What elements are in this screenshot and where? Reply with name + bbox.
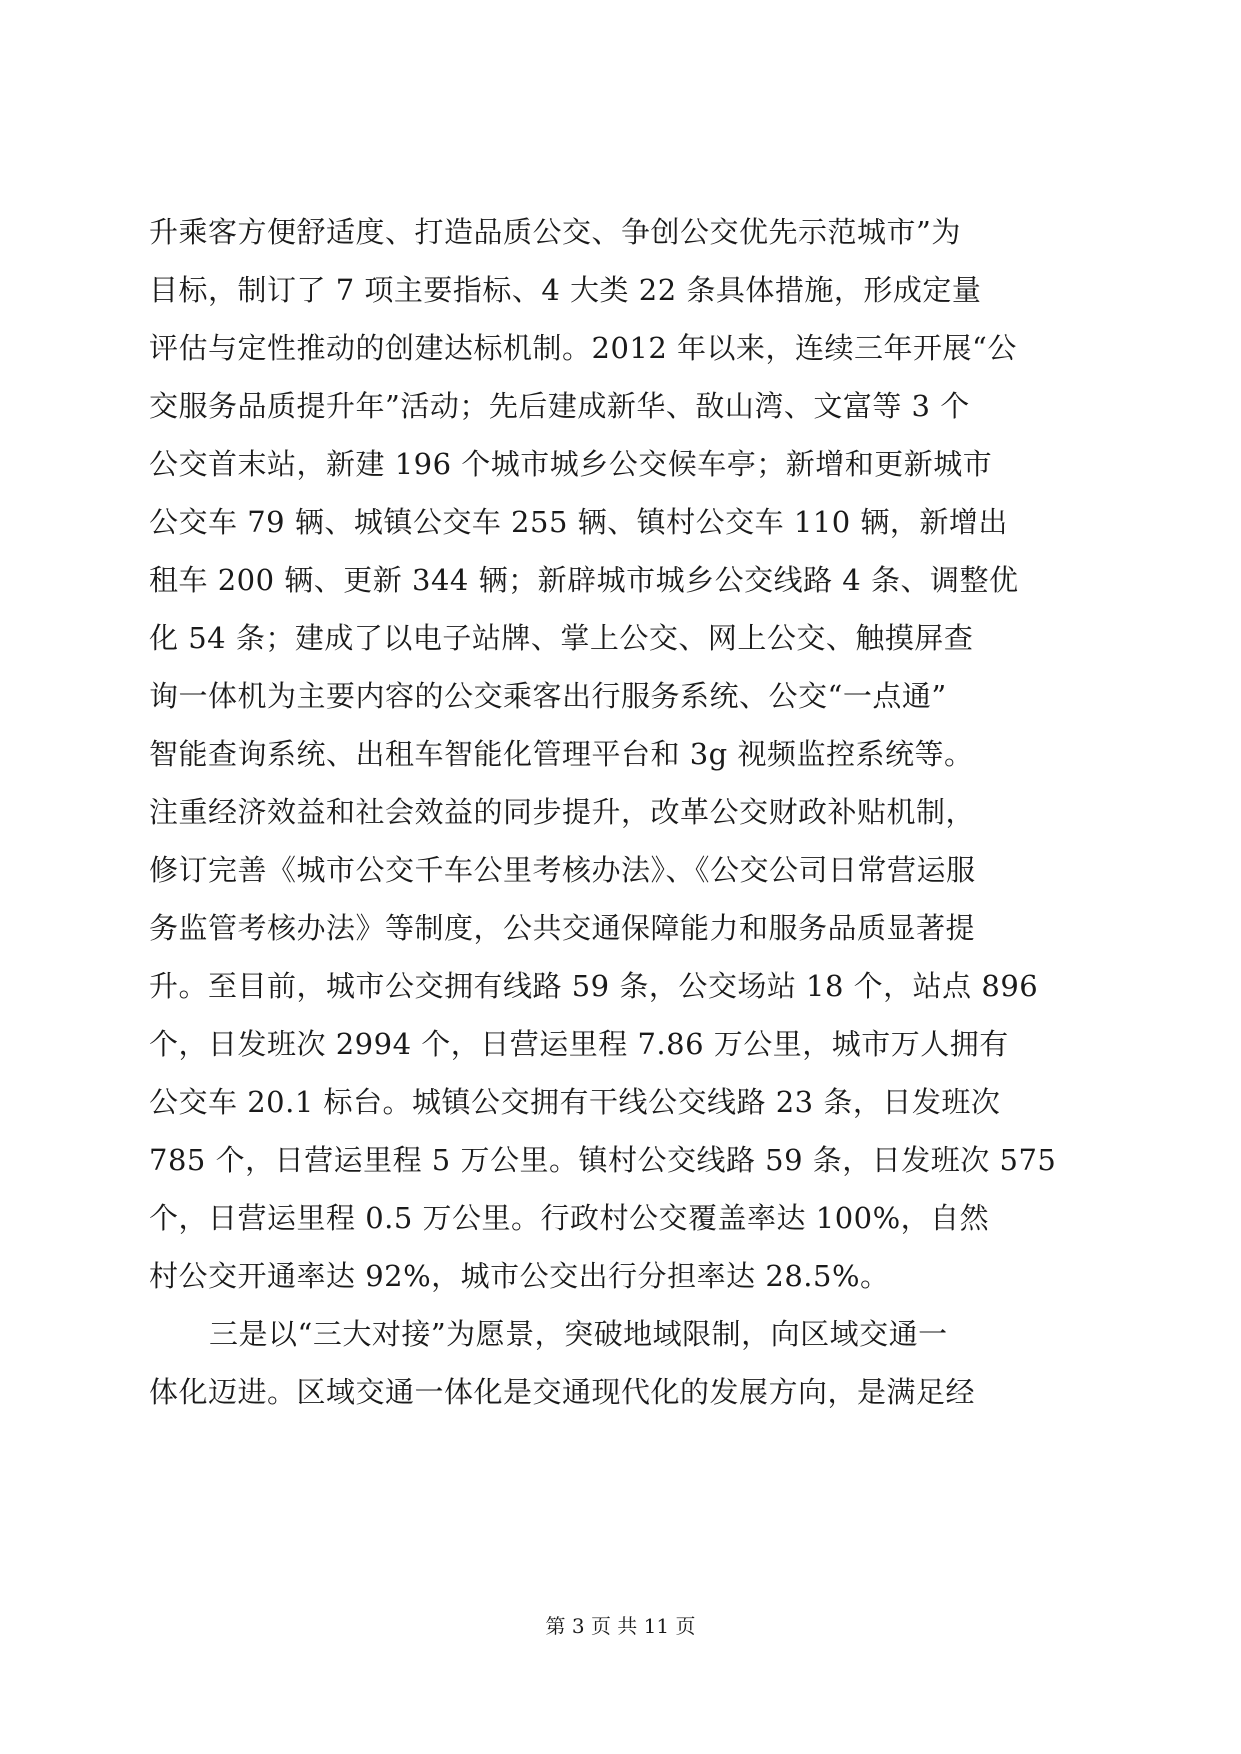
text-line: 修订完善《城市公交千车公里考核办法》、《公交公司日常营运服: [149, 853, 976, 887]
text-line: 个，日营运里程 0.5 万公里。行政村公交覆盖率达 100%，自然: [149, 1201, 990, 1235]
text-line: 租车 200 辆、更新 344 辆；新辟城市城乡公交线路 4 条、调整优: [149, 563, 1019, 597]
text-line: 785 个，日营运里程 5 万公里。镇村公交线路 59 条，日发班次 575: [149, 1143, 1057, 1177]
text-line: 体化迈进。区域交通一体化是交通现代化的发展方向，是满足经: [149, 1375, 976, 1409]
text-line: 交服务品质提升年”活动；先后建成新华、敔山湾、文富等 3 个: [149, 389, 970, 423]
text-line: 注重经济效益和社会效益的同步提升，改革公交财政补贴机制，: [149, 795, 976, 829]
text-line: 村公交开通率达 92%，城市公交出行分担率达 28.5%。: [149, 1259, 890, 1293]
paragraph-first-line: 三是以“三大对接”为愿景，突破地域限制，向区域交通一: [209, 1317, 948, 1351]
text-line: 公交车 20.1 标台。城镇公交拥有干线公交线路 23 条，日发班次: [149, 1085, 1001, 1119]
text-line: 评估与定性推动的创建达标机制。2012 年以来，连续三年开展“公: [149, 331, 1017, 365]
text-line: 公交首末站，新建 196 个城市城乡公交候车亭；新增和更新城市: [149, 447, 993, 481]
text-line: 询一体机为主要内容的公交乘客出行服务系统、公交“一点通”: [149, 679, 947, 713]
text-line: 公交车 79 辆、城镇公交车 255 辆、镇村公交车 110 辆，新增出: [149, 505, 1008, 539]
text-line: 智能查询系统、出租车智能化管理平台和 3g 视频监控系统等。: [149, 737, 974, 771]
text-line: 务监管考核办法》等制度，公共交通保障能力和服务品质显著提: [149, 911, 976, 945]
text-line: 升。至目前，城市公交拥有线路 59 条，公交场站 18 个，站点 896: [149, 969, 1039, 1003]
text-line: 化 54 条；建成了以电子站牌、掌上公交、网上公交、触摸屏查: [149, 621, 974, 655]
text-line: 个，日发班次 2994 个，日营运里程 7.86 万公里，城市万人拥有: [149, 1027, 1009, 1061]
page-footer: 第 3 页 共 11 页: [545, 1614, 696, 1638]
text-line: 目标，制订了 7 项主要指标、4 大类 22 条具体措施，形成定量: [149, 273, 982, 307]
text-line: 升乘客方便舒适度、打造品质公交、争创公交优先示范城市”为: [149, 215, 961, 249]
